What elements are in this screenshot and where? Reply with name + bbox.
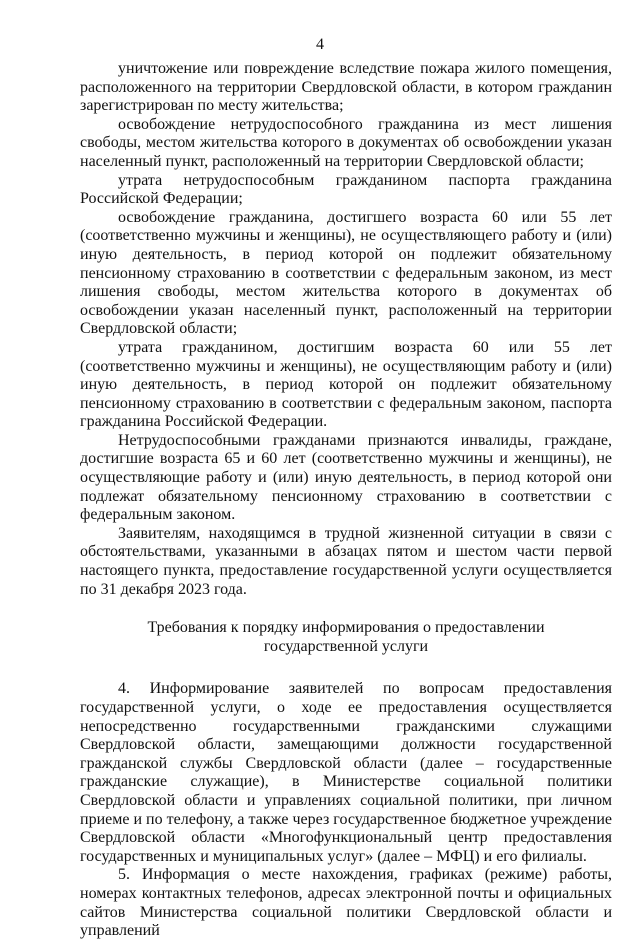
heading-line-2: государственной услуги <box>263 637 429 655</box>
paragraph: Нетрудоспособными гражданами признаются инвалиды, граждане, достигшие возраста 65 и 60 лет (соответственно мужчины и женщины), не осуществляющие работу и (или) иную деятельность, в период которой они подлежат обязательному пенсионному страхованию в соответствии с федеральным законом. <box>80 431 612 524</box>
paragraph: утрата гражданином, достигшим возраста 60 или 55 лет (соответственно мужчины и женщины), не осуществляющим работу и (или) иную деятельность, в период которой он подлежит обязательному пенсионному страхованию в соответствии с федеральным законом, паспорта гражданина Российской Федерации. <box>80 338 612 431</box>
section-heading <box>80 619 612 656</box>
paragraph: освобождение гражданина, достигшего возраста 60 или 55 лет (соответственно мужчины и женщины), не осуществляющего работу и (или) иную деятельность, в период которой он подлежит обязательному пенсионному страхованию в соответствии с федеральным законом, из мест лишения свободы, местом жительства которого в документах об освобождении указан населенный пункт, расположенный на территории Свердловской области; <box>80 208 612 338</box>
heading-line-1: Требования к порядку информирования о предоставлении <box>147 619 545 637</box>
paragraph: утрата нетрудоспособным гражданином паспорта гражданина Российской Федерации; <box>80 171 612 208</box>
bottom-paragraphs <box>80 680 612 940</box>
paragraph: уничтожение или повреждение вследствие пожара жилого помещения, расположенного на территории Свердловской области, в котором гражданин зарегистрирован по месту жительства; <box>80 60 612 115</box>
paragraph: 4. Информирование заявителей по вопросам предоставления государственной услуги, о ходе ее предоставления осуществляется непосредственно государственными гражданскими служащими Свердловской области, замещающими должности государственной гражданской службы Свердловской области (далее – государственные гражданские служащие), в Министерстве социальной политики Свердловской области и управлениях социальной политики, при личном приеме и по телефону, а также через государственное бюджетное учреждение Свердловской области «Многофункциональный центр предоставления государственных и муниципальных услуг» (далее – МФЦ) и его филиалы. <box>80 680 612 865</box>
top-paragraphs <box>80 60 612 599</box>
paragraph: Заявителям, находящимся в трудной жизненной ситуации в связи с обстоятельствами, указанными в абзацах пятом и шестом части первой настоящего пункта, предоставление государственной услуги осуществляется по 31 декабря 2023 года. <box>80 524 612 598</box>
paragraph: 5. Информация о месте нахождения, графиках (режиме) работы, номерах контактных телефонов, адресах электронной почты и официальных сайтов Министерства социальной политики Свердловской области и управлений <box>80 866 612 940</box>
page-number: 4 <box>316 36 324 53</box>
document-body <box>80 60 612 941</box>
paragraph: освобождение нетрудоспособного гражданина из мест лишения свободы, местом жительства которого в документах об освобождении указан населенный пункт, расположенный на территории Свердловской области; <box>80 115 612 170</box>
